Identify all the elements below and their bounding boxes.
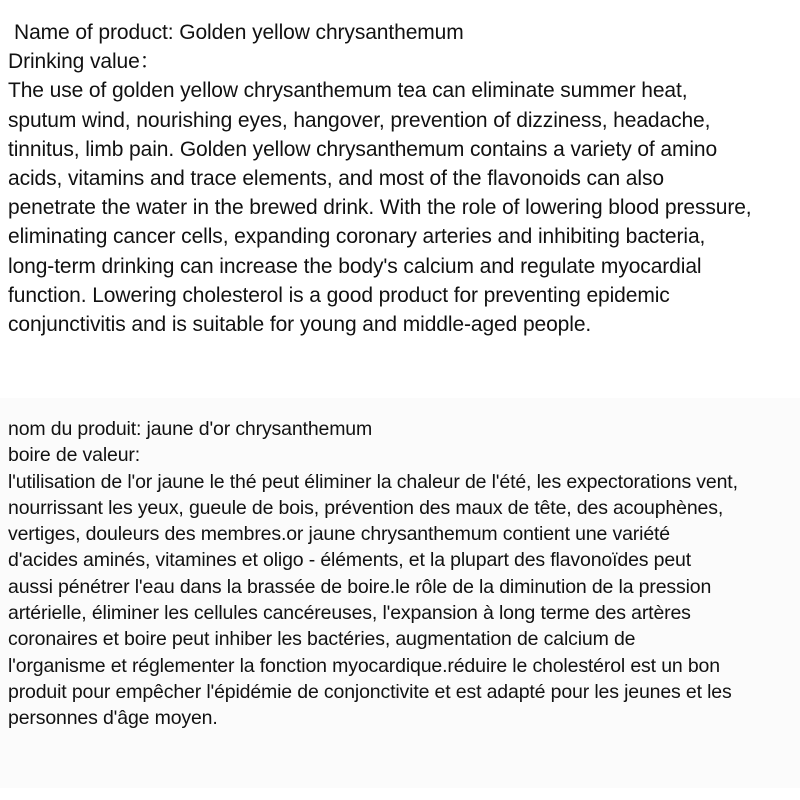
- english-description-line: function. Lowering cholesterol is a good product for preventing epidemic: [8, 283, 670, 307]
- english-description-line: The use of golden yellow chrysanthemum tea can eliminate summer heat,: [8, 79, 688, 103]
- english-drinking-value-label: Drinking value：: [8, 50, 161, 74]
- english-description-line: penetrate the water in the brewed drink. With the role of lowering blood pressure,: [8, 196, 752, 220]
- french-description-line: coronaires et boire peut inhiber les bactéries, augmentation de calcium de: [8, 628, 636, 651]
- french-product-name: nom du produit: jaune d'or chrysanthemum: [8, 418, 373, 440]
- french-drinking-value-label: boire de valeur:: [8, 444, 141, 467]
- english-description: [8, 18, 792, 339]
- english-product-name: Name of product: Golden yellow chrysanthemum: [14, 21, 464, 44]
- french-description-line: l'utilisation de l'or jaune le thé peut éliminer la chaleur de l'été, les expectorations vent,: [8, 470, 738, 493]
- french-description-line: vertiges, douleurs des membres.or jaune chrysanthemum contient une variété: [8, 523, 670, 546]
- french-description-line: aussi pénétrer l'eau dans la brassée de boire.le rôle de la diminution de la pression: [8, 575, 712, 598]
- french-description-line: produit pour empêcher l'épidémie de conjonctivite et est adapté pour les jeunes et les: [8, 680, 732, 703]
- english-description-line: sputum wind, nourishing eyes, hangover, prevention of dizziness, headache,: [8, 108, 711, 132]
- french-description: [8, 416, 792, 732]
- french-description-line: artérielle, éliminer les cellules cancéreuses, l'expansion à long terme des artères: [8, 602, 691, 625]
- english-description-line: eliminating cancer cells, expanding coronary arteries and inhibiting bacteria,: [8, 225, 706, 249]
- french-description-line: personnes d'âge moyen.: [8, 707, 218, 730]
- english-description-line: long-term drinking can increase the body's calcium and regulate myocardial: [8, 254, 702, 278]
- english-description-line: acids, vitamins and trace elements, and most of the flavonoids can also: [8, 167, 664, 191]
- french-description-line: l'organisme et réglementer la fonction myocardique.réduire le cholestérol est un bon: [8, 654, 720, 677]
- english-description-line: tinnitus, limb pain. Golden yellow chrysanthemum contains a variety of amino: [8, 137, 718, 161]
- english-description-line: conjunctivitis and is suitable for young and middle-aged people.: [8, 313, 592, 337]
- french-description-line: nourrissant les yeux, gueule de bois, prévention des maux de tête, des acouphènes,: [8, 496, 724, 519]
- french-description-line: d'acides aminés, vitamines et oligo - éléments, et la plupart des flavonoïdes peut: [8, 549, 691, 572]
